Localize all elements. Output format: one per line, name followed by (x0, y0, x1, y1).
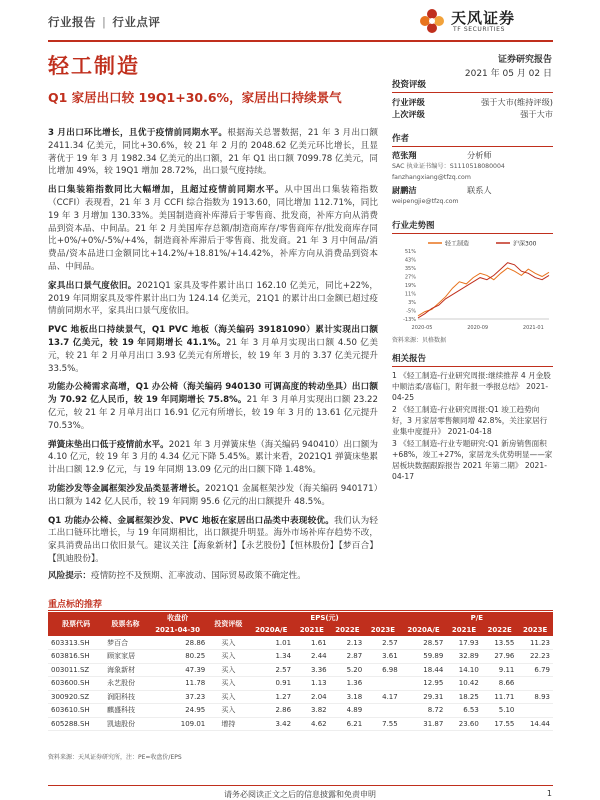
table-cell: 买入 (208, 704, 248, 718)
table-row (48, 717, 553, 731)
analyst-1 (392, 150, 553, 183)
table-cell: 永艺股份 (104, 677, 147, 691)
table-cell: 4.89 (330, 704, 366, 718)
table-cell: 31.87 (401, 717, 447, 731)
prev-rating-label: 上次评级 (392, 109, 425, 119)
y-tick-label: 3% (408, 300, 416, 306)
table-cell: 3.42 (248, 717, 294, 731)
related-report-item[interactable]: 1 《轻工制造-行业研究周报:继续推荐 4 月金股中顺洁柔/喜临门，附年报一季报总结》 2021-04-25 (392, 371, 551, 402)
risk-warning (48, 569, 553, 581)
table-cell: 凯迪股份 (104, 717, 147, 731)
table-cell (365, 677, 401, 691)
tf-securities-logo (417, 6, 552, 38)
x-tick-label: 2020-09 (467, 325, 489, 331)
table-cell: 6.21 (330, 717, 366, 731)
header-divider (48, 40, 553, 42)
analyst-1-email[interactable]: fanzhangxiang@tfzq.com (392, 174, 471, 181)
table-cell: 1.01 (248, 636, 294, 650)
y-tick-label: 11% (404, 291, 416, 298)
crumb-report: 行业报告 (48, 15, 96, 29)
table-row (48, 650, 553, 664)
y-tick-label: -13% (403, 317, 416, 323)
table-cell: 增持 (208, 717, 248, 731)
table-cell: 3.18 (330, 690, 366, 704)
table-cell: 6.98 (365, 663, 401, 677)
paragraph-lead: 弹簧床垫出口低于疫情前水平。 (48, 439, 169, 450)
table-cell: 28.86 (147, 636, 208, 650)
rating-label: 行业评级 (392, 97, 425, 107)
table-cell: 109.01 (147, 717, 208, 731)
table-cell: 2.57 (365, 636, 401, 650)
table-cell: 603313.SH (48, 636, 104, 650)
paragraph-lead: 出口集装箱指数同比大幅增加，且超过疫情前同期水平。 (48, 185, 285, 196)
th-year: 2023E (365, 624, 401, 636)
paragraph-lead: 3 月出口环比增长，且优于疫情前同期水平。 (48, 128, 228, 138)
table-cell: 23.60 (446, 717, 482, 731)
analyst-1-sac: SAC 执业证书编号：S1110518080004 (392, 163, 505, 170)
analyst-1-name: 范张翔 (392, 150, 417, 160)
paragraph-lead: 功能沙发等金属框架沙发品类显著增长。 (48, 483, 205, 494)
previous-rating (392, 108, 553, 120)
table-cell: 2.44 (294, 650, 330, 664)
table-cell: 0.91 (248, 677, 294, 691)
th-price-date: 2021-04-30 (147, 624, 208, 636)
th-year: 2021E (294, 624, 330, 636)
report-date: 2021 年 05 月 02 日 (464, 69, 552, 79)
table-cell: 3.61 (365, 650, 401, 664)
table-cell: 10.42 (446, 677, 482, 691)
th-eps: EPS(元) (248, 612, 400, 624)
y-tick-label: 27% (404, 274, 416, 281)
table-cell: 买入 (208, 650, 248, 664)
analyst-2-email[interactable]: weipengjie@tfzq.com (392, 198, 459, 205)
table-cell: 5.20 (330, 663, 366, 677)
table-cell: 11.78 (147, 677, 208, 691)
table-cell: 8.66 (482, 677, 518, 691)
y-tick-label: 51% (404, 249, 416, 255)
table-cell: 2.04 (294, 690, 330, 704)
rating-value: 强于大市(维持评级) (481, 97, 553, 107)
table-cell: 11.23 (517, 636, 553, 650)
crumb-separator: | (102, 15, 107, 29)
table-cell: 6.79 (517, 663, 553, 677)
table-cell: 14.44 (517, 717, 553, 731)
table-cell: 6.53 (446, 704, 482, 718)
table-cell: 顾家家居 (104, 650, 147, 664)
analyst-2-name: 尉鹏洁 (392, 185, 417, 195)
sidebar (392, 78, 553, 483)
paragraph (48, 127, 378, 178)
related-report-item[interactable]: 2 《轻工制造-行业研究周报:Q1 竣工趋势向好，3 月家居零售额同增 42.8%，关注家居行业集中度提升》 2021-04-18 (392, 405, 548, 436)
paragraph-text: 我们认为轻工出口链环比增长，与 19 年同期相比，出口额提升明显。海外市场补库存趋势不改，家具消费品出口依旧景气。建议关注【海象新材】【永艺股份】【恒林股份】【梦百合】【凯迪股份】。 (48, 515, 378, 564)
x-tick-label: 2020-05 (411, 325, 433, 331)
table-cell: 32.89 (446, 650, 482, 664)
table-row (48, 636, 553, 650)
table-cell: 603610.SH (48, 704, 104, 718)
paragraph (48, 483, 378, 509)
table-cell: 买入 (208, 690, 248, 704)
table-cell: 麒盛科技 (104, 704, 147, 718)
analyst-1-role: 分析师 (467, 150, 492, 160)
table-cell (517, 677, 553, 691)
y-tick-label: 19% (404, 283, 416, 289)
footer-divider (48, 785, 553, 786)
series-line-1 (418, 268, 549, 316)
table-cell: 22.23 (517, 650, 553, 664)
table-source: 资料来源：天风证券研究所，注：PE=收盘价/EPS (48, 754, 182, 761)
table-row (48, 690, 553, 704)
legend-label: 轻工制造 (445, 240, 470, 248)
table-cell: 2.13 (330, 636, 366, 650)
table-cell: 14.10 (446, 663, 482, 677)
table-cell: 003011.SZ (48, 663, 104, 677)
report-headline: Q1 家居出口较 19Q1+30.6%，家居出口持续景气 (48, 90, 342, 105)
rating-title: 投资评级 (392, 78, 553, 93)
table-cell: 17.93 (446, 636, 482, 650)
table-cell: 8.72 (401, 704, 447, 718)
analyst-2 (392, 185, 553, 207)
table-cell: 海象新材 (104, 663, 147, 677)
table-cell: 1.27 (248, 690, 294, 704)
paragraph-lead: 家具出口景气度依旧。 (48, 280, 137, 291)
th-name: 股票名称 (104, 612, 147, 636)
table-row (48, 677, 553, 691)
paragraph-text: 根据海关总署数据，21 年 3 月出口额 2411.34 亿美元，同比+30.6%，较 21 年 2 月的 2048.62 亿美元环比增长，且显著优于 19 年 3 月 1982.34 亿美元的出口额，21 年 Q1 出口额 7099.78 亿美元，同比增加 49%，较 19Q1 增加 28.72%，出口景气度持续。 (48, 128, 378, 177)
table-cell: 18.25 (446, 690, 482, 704)
risk-label: 风险提示： (48, 571, 91, 581)
table-cell: 37.23 (147, 690, 208, 704)
table-cell: 3.36 (294, 663, 330, 677)
logo-text-cn: 天风证券 (451, 9, 516, 27)
x-tick-label: 2021-01 (522, 325, 544, 331)
series-line-2 (418, 263, 549, 318)
table-cell: 润阳科技 (104, 690, 147, 704)
stock-recommendation-table (48, 612, 553, 731)
paragraph (48, 439, 378, 477)
paragraph-lead: Q1 功能办公椅、金属框架沙发、PVC 地板在家居出口品类中表现较优。 (48, 515, 335, 526)
page-number: 1 (546, 789, 552, 798)
table-cell: 59.89 (401, 650, 447, 664)
table-cell: 4.62 (294, 717, 330, 731)
table-cell: 80.25 (147, 650, 208, 664)
table-cell: 买入 (208, 663, 248, 677)
table-cell: 1.34 (248, 650, 294, 664)
stock-table-title: 重点标的推荐 (48, 600, 103, 610)
logo-text-en: TF SECURITIES (453, 26, 505, 33)
analyst-2-role: 联系人 (467, 185, 492, 195)
crumb-category: 行业点评 (112, 15, 161, 29)
table-cell: 2.87 (330, 650, 366, 664)
y-tick-label: -5% (406, 308, 416, 315)
table-cell: 5.10 (482, 704, 518, 718)
table-cell: 买入 (208, 677, 248, 691)
table-cell: 47.39 (147, 663, 208, 677)
author-title: 作者 (392, 132, 553, 147)
paragraph-text: 21 年 3 月单月实现出口额 23.22 亿元，较 21 年 2 月单月出口 16.91 亿元有所增长，较 19 年 3 月的 13.61 亿元提升 70.53%。 (48, 395, 378, 431)
prev-rating-value: 强于大市 (520, 109, 553, 119)
y-tick-label: 35% (404, 266, 416, 272)
paragraph-text: 2021 年 3 月弹簧床垫（海关编码 940410）出口额为 4.10 亿元，较 19 年 3 月的 4.34 亿元下降 5.45%。累计来看，2021Q1 弹簧床垫累计出口额 12.9 亿元，与 19 年同期 13.09 亿元的出口额下降 1.48%。 (48, 439, 378, 476)
table-cell (365, 704, 401, 718)
paragraph-text: 从中国出口集装箱指数（CCFI）表现看，21 年 3 月 CCFI 综合指数为 1913.60，同比增加 112.71%，同比 19 年 3 月增加 130.33%。美国制造商补库滞后于零售商、批发商，补库方向从消费品到资本品、中间品。21 年 2 月美国库存总额/制造商库存/零售商库存/批发商库存同比+0%/+0%/-5%/+4%，制造商补库滞后于零售商、批发商。21 年 3 月中间品/消费品/资本品进口金额同比+14.2%/+18.81%/+14.42%，补库方向从消费品到资本品、中间品。 (48, 185, 378, 272)
report-type: 证券研究报告 (497, 55, 552, 65)
table-cell: 603600.SH (48, 677, 104, 691)
table-cell: 3.82 (294, 704, 330, 718)
th-code: 股票代码 (48, 612, 104, 636)
table-cell: 1.36 (330, 677, 366, 691)
footer-disclaimer: 请务必阅读正文之后的信息披露和免责申明 (224, 790, 376, 799)
table-cell: 29.31 (401, 690, 447, 704)
paragraph-text: 2021Q1 金属框架沙发（海关编码 940171）出口额为 142 亿人民币，较 19 年同期 95.6 亿元的出口额提升 48.5%。 (48, 483, 378, 507)
table-cell: 24.95 (147, 704, 208, 718)
breadcrumb (48, 14, 160, 30)
industry-trend-chart (392, 237, 553, 333)
table-cell: 7.55 (365, 717, 401, 731)
th-year: 2021E (446, 624, 482, 636)
th-year: 2020A/E (248, 624, 294, 636)
related-reports-title: 相关报告 (392, 352, 553, 367)
table-cell: 1.13 (294, 677, 330, 691)
table-cell (517, 704, 553, 718)
report-body (48, 127, 378, 572)
table-cell: 1.61 (294, 636, 330, 650)
paragraph-text: 21 年 3 月单月实现出口额 4.50 亿美元，较 21 年 2 月单月出口 3.93 亿美元有所增长，较 19 年 3 月的 3.37 亿美元提升 33.5%。 (48, 337, 378, 374)
related-report-item[interactable]: 3 《轻工制造-行业专题研究:Q1 新房销售面积+68%，竣工+27%，家居龙头优势明显——家居板块数据跟踪报告 2021 年第二期》 2021-04-17 (392, 439, 553, 481)
stock-table-divider (48, 610, 553, 611)
table-cell: 13.55 (482, 636, 518, 650)
paragraph-lead: PVC 地板出口持续景气，Q1 PVC 地板（海关编码 39181090）累计实现出口额 13.7 亿美元，较 19 年同期增长 41.1%。 (48, 325, 378, 348)
table-cell: 300920.SZ (48, 690, 104, 704)
paragraph (48, 381, 378, 432)
table-row (48, 663, 553, 677)
y-tick-label: 43% (404, 257, 416, 264)
paragraph (48, 280, 378, 318)
th-year: 2022E (482, 624, 518, 636)
table-cell: 28.57 (401, 636, 447, 650)
table-cell: 买入 (208, 636, 248, 650)
trend-chart-svg (392, 237, 553, 333)
table-cell: 9.11 (482, 663, 518, 677)
table-cell: 4.17 (365, 690, 401, 704)
table-cell: 603816.SH (48, 650, 104, 664)
table-cell: 2.57 (248, 663, 294, 677)
paragraph-lead: 功能办公椅需求高增，Q1 办公椅（海关编码 940130 可调高度的转动坐具）出口额为 70.92 亿人民币，较 19 年同期增长 75.8%。 (48, 382, 378, 406)
table-cell: 605288.SH (48, 717, 104, 731)
table-cell: 27.96 (482, 650, 518, 664)
th-pe: P/E (401, 612, 553, 624)
table-cell: 12.95 (401, 677, 447, 691)
paragraph (48, 515, 378, 566)
table-cell: 18.44 (401, 663, 447, 677)
paragraph-text: 2021Q1 家具及零件累计出口 162.10 亿美元，同比+22%，2019 年同期家具及零件累计出口为 124.14 亿美元，21Q1 的累计出口金额已超过疫情前同期水平，家具出口景气度依旧。 (48, 280, 378, 317)
industry-rating (392, 96, 553, 108)
trend-chart-title: 行业走势图 (392, 219, 553, 234)
th-year: 2020A/E (401, 624, 447, 636)
chart-source: 资料来源：贝格数据 (392, 337, 447, 344)
related-reports (392, 370, 553, 482)
table-row (48, 704, 553, 718)
industry-title: 轻工制造 (48, 54, 140, 78)
th-rating: 投资评级 (208, 612, 248, 636)
table-cell: 2.86 (248, 704, 294, 718)
paragraph (48, 184, 378, 274)
th-year: 2022E (330, 624, 366, 636)
paragraph (48, 324, 378, 375)
legend-label: 沪深300 (513, 240, 537, 248)
table-cell: 11.71 (482, 690, 518, 704)
table-cell: 8.93 (517, 690, 553, 704)
table-cell: 17.55 (482, 717, 518, 731)
th-year: 2023E (517, 624, 553, 636)
logo-flower-icon (417, 6, 447, 36)
risk-text: 疫情防控不及预期、汇率波动、国际贸易政策不确定性。 (90, 571, 306, 581)
th-price: 收盘价 (147, 612, 208, 624)
table-cell: 梦百合 (104, 636, 147, 650)
